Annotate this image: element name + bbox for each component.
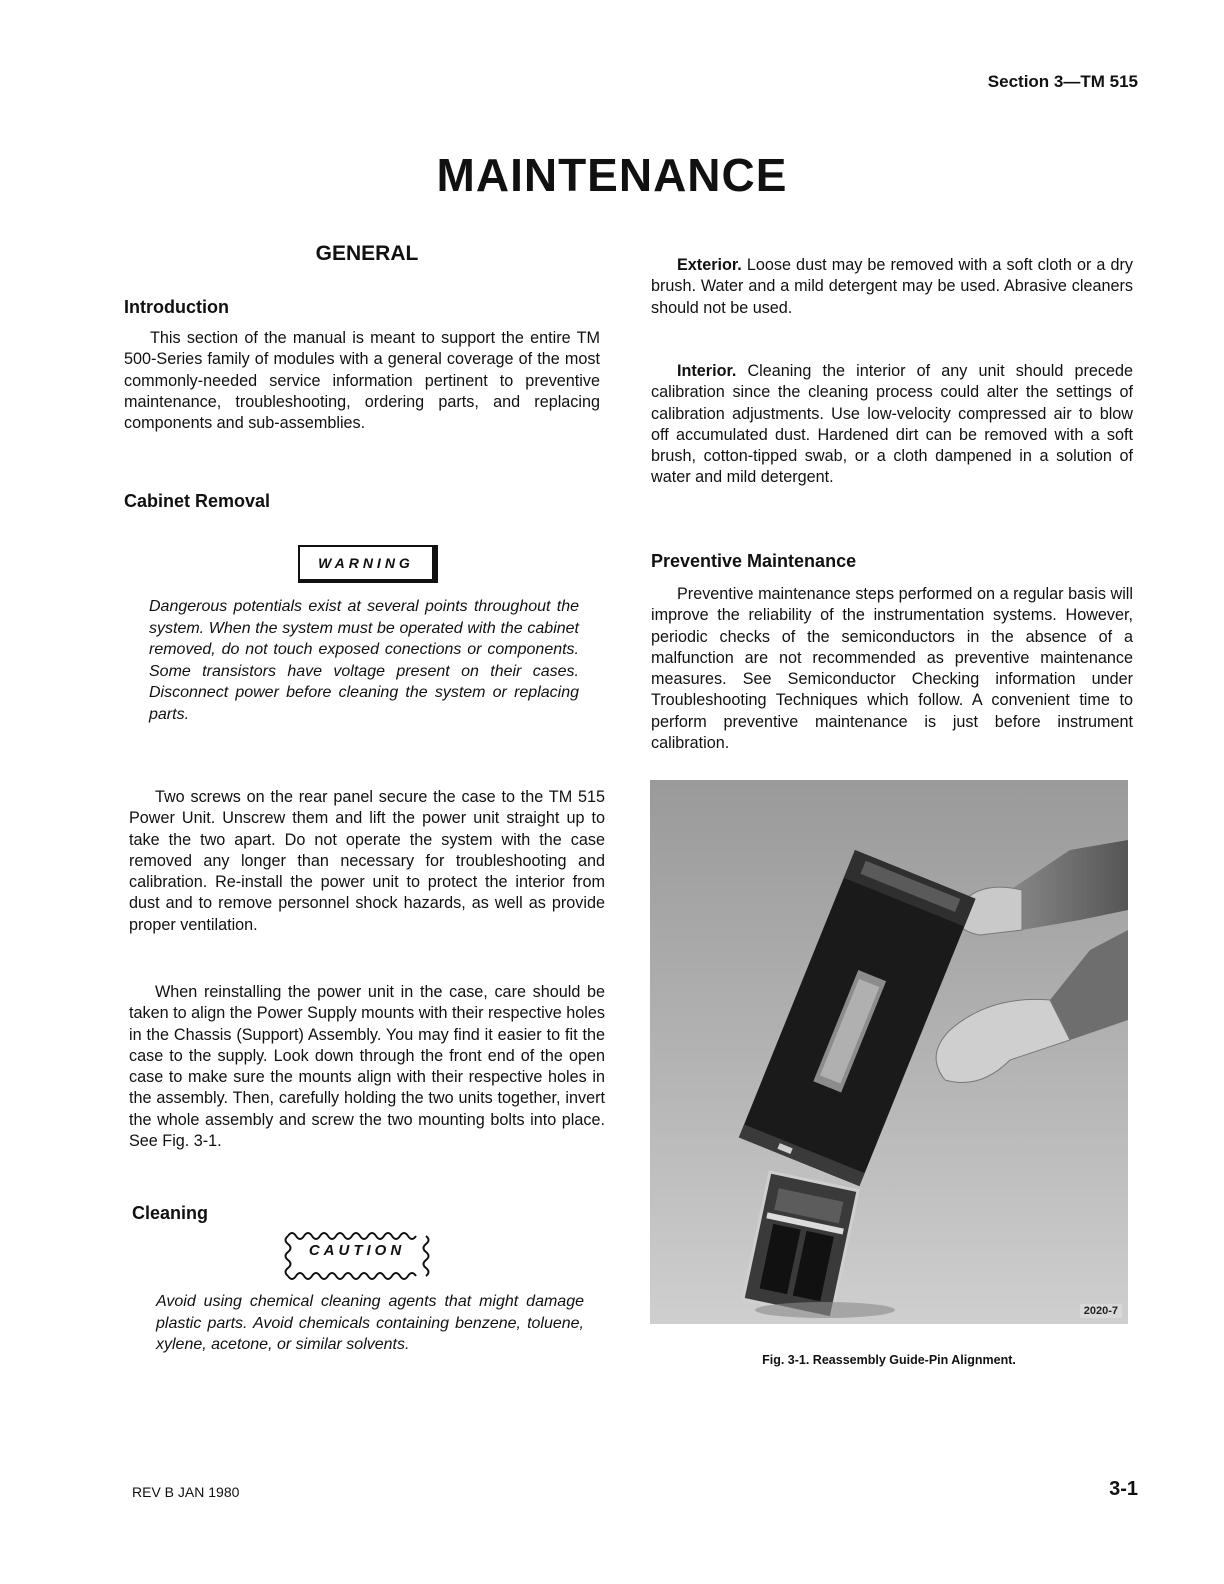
general-heading: GENERAL [315,242,419,265]
cabinet-removal-heading: Cabinet Removal [124,491,271,511]
reassembly-photo-illustration [650,780,1128,1324]
cleaning-heading: Cleaning [132,1203,209,1223]
warning-text: Dangerous potentials exist at several points throughout the system. When the system must be operated with the cabinet removed, do not touch exposed conections or components. Some transistors have voltage present on their cases. Disconnect power before cleaning the system or replacing parts. [149,598,579,723]
page-title: MAINTENANCE [436,149,788,201]
preventive-maintenance-heading: Preventive Maintenance [651,551,857,571]
figure-caption: Fig. 3-1. Reassembly Guide-Pin Alignment. [762,1353,1016,1367]
caution-box [282,1228,432,1284]
interior-lead: Interior. [677,362,737,380]
page-number: 3-1 [1109,1478,1138,1500]
exterior-text: Loose dust may be removed with a soft cloth or a dry brush. Water and a mild detergent may be used. Abrasive cleaners should not be used. [651,256,1134,317]
introduction-text: This section of the manual is meant to support the entire TM 500-Series family of modules with a general coverage of the most commonly-needed service information pertinent to preventive maintenance, troubleshooting, ordering parts, and replacing components and sub-assemblies. [124,329,600,433]
exterior-lead: Exterior. [677,256,742,274]
figure-photo [650,780,1128,1324]
cabinet-removal-paragraph-1: Two screws on the rear panel secure the case to the TM 515 Power Unit. Unscrew them and lift the power unit straight up to take the two apart. Do not operate the system with the case removed any longer than necessary for troubleshooting and calibration. Re-install the power unit to protect the interior from dust and to remove personnel shock hazards, as well as provide proper ventilation. [129,788,605,934]
cabinet-removal-paragraph-2: When reinstalling the power unit in the case, care should be taken to align the Power Supply mounts with their respective holes in the Chassis (Support) Assembly. You may find it easier to fit the case to the supply. Look down through the front end of the open case to make sure the mounts align with their respective holes in the assembly. Then, carefully holding the two units together, invert the whole assembly and screw the two mounting bolts into place. See Fig. 3-1. [129,983,605,1151]
warning-label: WARNING [318,555,414,571]
exterior-paragraph [651,255,1133,319]
preventive-maintenance-text: Preventive maintenance steps performed on a regular basis will improve the reliability of the instrumentation systems. However, periodic checks of the semiconductors in the absence of a malfunction are not recommended as preventive maintenance measures. See Semiconductor Checking information under Troubleshooting Techniques which follow. A convenient time to perform preventive maintenance is just before instrument calibration. [651,585,1133,753]
interior-paragraph [651,361,1133,489]
introduction-heading: Introduction [124,297,229,317]
figure-code: 2020-7 [1080,1304,1122,1318]
section-header: Section 3—TM 515 [987,72,1138,91]
caution-label: CAUTION [308,1242,406,1259]
revision-date: REV B JAN 1980 [132,1484,240,1500]
warning-box [298,545,438,583]
interior-text: Cleaning the interior of any unit should precede calibration since the cleaning process could alter the settings of calibration adjustments. Use low-velocity compressed air to blow off accumulated dust. Hardened dirt can be removed with a soft brush, cotton-tipped swab, or a cloth dampened in a solution of water and mild detergent. [651,362,1133,487]
caution-text: Avoid using chemical cleaning agents that might damage plastic parts. Avoid chemicals containing benzene, toluene, xylene, acetone, or similar solvents. [156,1293,584,1353]
